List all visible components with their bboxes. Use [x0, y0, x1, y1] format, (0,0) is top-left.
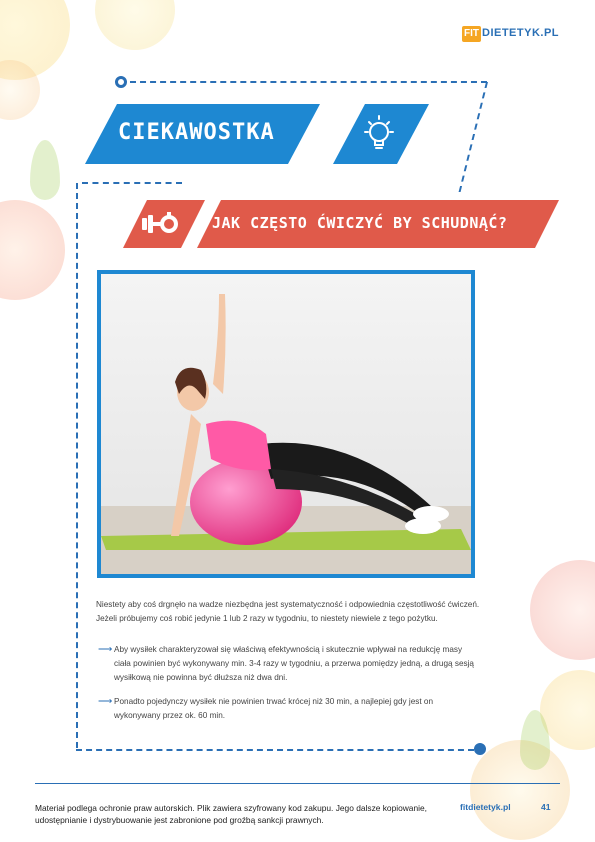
list-item: [96, 643, 480, 687]
footer-divider: [35, 783, 560, 784]
lemon-decoration: [95, 0, 175, 50]
lightbulb-icon: [357, 112, 401, 156]
footer-url[interactable]: fitdietetyk.pl: [460, 802, 511, 812]
ciekawostka-title: CIEKAWOSTKA: [118, 120, 275, 145]
grapefruit-decoration: [530, 560, 595, 660]
arrow-right-icon: ⟶: [98, 644, 113, 655]
leaf-decoration: [30, 140, 60, 200]
frame-bottom-line: [76, 749, 474, 751]
fitdietetyk-logo: [462, 26, 562, 46]
intro-paragraph: Niestety aby coś drgnęło na wadze niezbędna jest systematyczność i odpowiednia częstotliwość ćwiczeń. Jeżeli próbujemy coś robić jedynie 1 lub 2 razy w tygodniu, to niestety niewiele z tego pożytku.: [96, 600, 480, 623]
page-number: 41: [541, 802, 551, 812]
frame-right-line: [459, 82, 488, 192]
frame-mid-line: [82, 182, 182, 184]
frame-left-line: [76, 183, 78, 748]
question-title: JAK CZĘSTO ĆWICZYĆ BY SCHUDNĄĆ?: [212, 214, 508, 232]
logo-fit: FIT: [462, 26, 481, 42]
logo-brand: DIETETYK.PL: [482, 27, 560, 39]
exercise-ball-photo: [97, 270, 475, 578]
bullet-text: Ponadto pojedynczy wysiłek nie powinien trwać krócej niż 30 min, a najlepiej gdy jest on wykonywany przez ok. 60 min.: [114, 697, 434, 720]
frame-start-dot: [115, 76, 127, 88]
list-item: [96, 695, 480, 725]
dumbbell-icon: [140, 208, 182, 240]
frame-end-dot: [474, 743, 486, 755]
grapefruit-decoration: [0, 200, 65, 300]
frame-top-line: [130, 81, 487, 83]
bullet-text: Aby wysiłek charakteryzował się właściwą efektywnością i skutecznie wpływał na redukcję masy ciała powinien być wykonywany min. 3-4 razy w tygodniu, a przerwa pomiędzy jedną, a drugą sesją wysiłkową nie powinna być dłuższa niż dwa dni.: [114, 645, 474, 682]
arrow-right-icon: ⟶: [98, 696, 113, 707]
copyright-notice: Materiał podlega ochronie praw autorskich. Plik zawiera szyfrowany kod zakupu. Jego dalsze kopiowanie, udostępnianie i dystrybuowanie jest zabronione pod groźbą sankcji prawnych.: [35, 803, 427, 825]
